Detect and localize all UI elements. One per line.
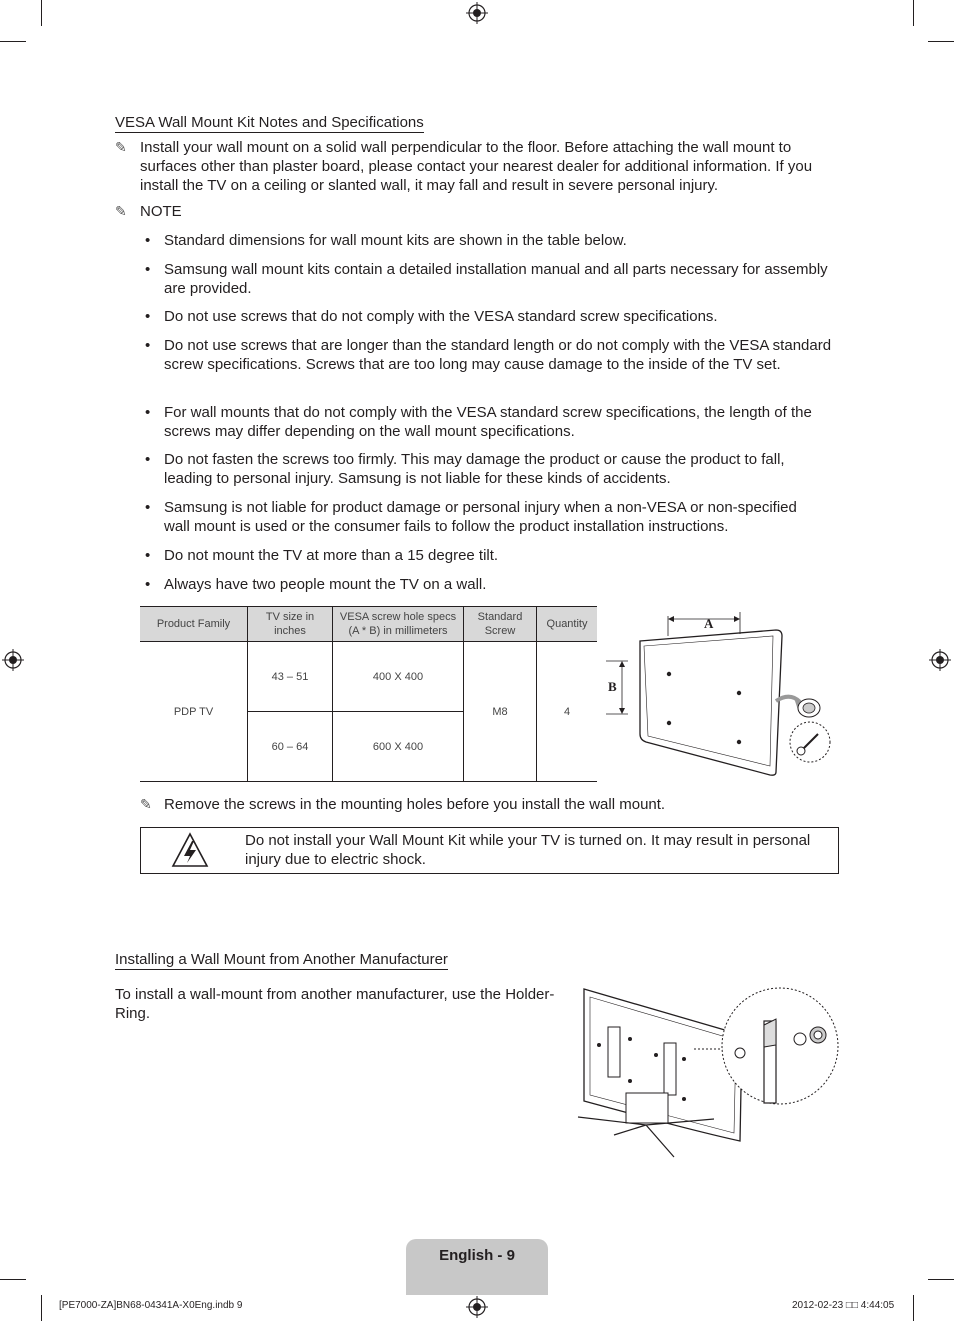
crop-mark	[913, 1295, 914, 1321]
registration-mark-icon	[929, 649, 951, 671]
page-number-tab	[406, 1239, 548, 1295]
registration-mark-icon	[466, 1296, 488, 1318]
holder-ring-diagram	[574, 985, 840, 1161]
pencil-note-icon: ✎	[115, 203, 127, 219]
crop-mark	[913, 0, 914, 26]
dimension-label-b: B	[608, 679, 617, 694]
list-item: • Do not mount the TV at more than a 15 degree tilt.	[145, 547, 499, 564]
crop-mark	[928, 1279, 954, 1280]
crop-mark	[0, 1279, 26, 1280]
table-cell-product-family: PDP TV	[140, 642, 248, 782]
list-item: • Do not use screws that do not comply with the VESA standard screw specifications.	[145, 308, 718, 325]
registration-mark-icon	[2, 649, 24, 671]
list-item: • Standard dimensions for wall mount kits are shown in the table below.	[145, 232, 627, 249]
list-item: • Samsung is not liable for product damage or personal injury when a non-VESA or non-specified wall mount is used or the consumer fails to follow the product installation instructions.	[145, 499, 797, 535]
table-cell-size: 43 – 51	[248, 642, 333, 712]
section-title-other-manufacturer: Installing a Wall Mount from Another Manufacturer	[115, 951, 448, 968]
crop-mark	[0, 41, 26, 42]
pencil-note-icon: ✎	[115, 139, 127, 155]
warning-text: Do not install your Wall Mount Kit while your TV is turned on. It may result in personal injury due to electric shock.	[245, 832, 811, 868]
table-header: Standard Screw	[464, 607, 537, 642]
tv-back-mount-diagram	[598, 606, 838, 778]
pencil-note-icon: ✎	[140, 796, 152, 812]
table-row	[140, 642, 597, 712]
table-cell-vesa: 600 X 400	[333, 712, 464, 782]
crop-mark	[41, 0, 42, 26]
crop-mark	[928, 41, 954, 42]
file-slug: [PE7000-ZA]BN68-04341A-X0Eng.indb 9	[59, 1300, 243, 1311]
table-cell-size: 60 – 64	[248, 712, 333, 782]
table-header: TV size in inches	[248, 607, 333, 642]
table-header: Product Family	[140, 607, 248, 642]
registration-mark-icon	[466, 2, 488, 24]
dimension-label-a: A	[704, 616, 714, 631]
vesa-spec-table	[140, 606, 597, 782]
list-item: • Do not fasten the screws too firmly. This may damage the product or cause the product to fall, leading to personal injury. Samsung is not liable for these kinds of accidents.	[145, 451, 785, 487]
list-item: • Do not use screws that are longer than the standard length or do not comply with the VESA standard screw specifications. Screws that are too long may cause damage to the inside of the TV set.	[145, 337, 832, 373]
table-header: Quantity	[537, 607, 598, 642]
list-item: • Always have two people mount the TV on a wall.	[145, 576, 487, 593]
warning-box	[140, 827, 839, 874]
intro-paragraph: Install your wall mount on a solid wall perpendicular to the floor. Before attaching the wall mount to surfaces other than plaster board, please contact your nearest dealer for additional information. If you install the TV on a ceiling or slanted wall, it may fall and result in severe personal injury.	[140, 139, 813, 194]
remove-screws-note: Remove the screws in the mounting holes before you install the wall mount.	[164, 796, 666, 813]
section-title-vesa: VESA Wall Mount Kit Notes and Specifications	[115, 114, 424, 131]
footer-spacer	[41, 1296, 913, 1297]
crop-mark	[41, 1295, 42, 1321]
electric-shock-warning-icon	[171, 832, 209, 868]
page-number: English - 9	[439, 1247, 515, 1264]
table-cell-quantity: 4	[537, 642, 598, 782]
holder-ring-text: To install a wall-mount from another manufacturer, use the Holder-Ring.	[115, 986, 555, 1022]
table-header-row	[140, 607, 597, 642]
list-item: • Samsung wall mount kits contain a detailed installation manual and all parts necessary for assembly are provided.	[145, 261, 828, 297]
table-header: VESA screw hole specs (A * B) in millimeters	[333, 607, 464, 642]
table-cell-screw: M8	[464, 642, 537, 782]
date-slug: 2012-02-23 □□ 4:44:05	[792, 1300, 895, 1311]
list-item: • For wall mounts that do not comply with the VESA standard screw specifications, the length of the screws may differ depending on the wall mount specifications.	[145, 404, 812, 440]
note-label: NOTE	[140, 203, 182, 220]
table-cell-vesa: 400 X 400	[333, 642, 464, 712]
